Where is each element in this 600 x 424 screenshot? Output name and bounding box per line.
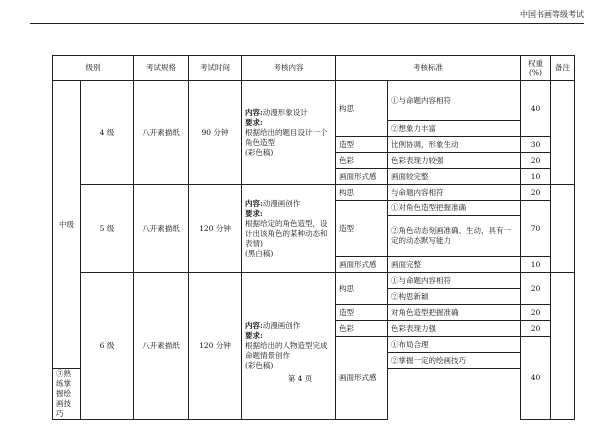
- weight-cell: 30: [521, 137, 551, 153]
- content-topic: 动漫形象设计: [262, 107, 308, 117]
- requirement-text: 根据给定的角色造型，设计出该角色的某种动态和表情) (黑白稿): [245, 218, 328, 258]
- criteria-item: ①对角色造型把握准确: [388, 201, 521, 216]
- criteria-category: 构思: [336, 273, 388, 305]
- header-spec: 考试规格: [134, 56, 189, 81]
- exam-standards-table: [52, 55, 575, 420]
- spec-cell: 八开素描纸: [134, 185, 189, 273]
- weight-cell: 10: [521, 169, 551, 185]
- criteria-item: ②想象力丰富: [388, 121, 521, 137]
- criteria-category: 画面形式感: [336, 337, 388, 420]
- requirement-label: 要求:: [245, 208, 263, 218]
- criteria-item: ①布局合理: [388, 337, 521, 353]
- note-cell: [551, 273, 575, 420]
- criteria-item: 比例协调，形象生动: [388, 137, 521, 153]
- weight-cell: 20: [521, 185, 551, 201]
- criteria-item: ①与命题内容相符: [388, 273, 521, 289]
- requirement-label: 要求:: [245, 331, 263, 340]
- criteria-item: ①与命题内容相符: [388, 81, 521, 121]
- weight-cell: 10: [521, 257, 551, 273]
- criteria-item: 画面完整: [388, 257, 521, 273]
- header-time: 考试时间: [189, 56, 242, 81]
- criteria-item: 对角色造型把握准确: [388, 305, 521, 321]
- header-weight: 权重 (%): [521, 56, 551, 81]
- grade-cell: 4 级: [81, 81, 134, 185]
- criteria-category: 画面形式感: [336, 257, 388, 273]
- criteria-item: ②角色动态刻画准确、生动，具有一定的动态默写能力: [388, 216, 521, 257]
- weight-cell: 40: [521, 81, 551, 137]
- grade-cell: 6 级: [81, 273, 134, 420]
- time-cell: 120 分钟: [189, 185, 242, 273]
- header-criteria: 考核标准: [336, 56, 521, 81]
- criteria-item: 色彩表现力强: [388, 321, 521, 337]
- criteria-item: ②构思新颖: [388, 289, 521, 305]
- criteria-category: 造型: [336, 137, 388, 153]
- table-row: [53, 185, 575, 201]
- page-header-title: 中国书画等级考试: [520, 10, 584, 19]
- spec-cell: 八开素描纸: [134, 273, 189, 420]
- requirement-text: 根据给出的人物造型完成命题情景创作 (彩色稿): [245, 341, 328, 370]
- time-cell: 120 分钟: [189, 273, 242, 420]
- content-label: 内容:: [245, 107, 263, 117]
- criteria-category: 色彩: [336, 153, 388, 169]
- content-cell: [242, 81, 336, 185]
- criteria-category: 造型: [336, 201, 388, 257]
- content-topic: 动漫画创作: [262, 321, 301, 330]
- weight-cell: 20: [521, 305, 551, 321]
- criteria-item: 画面较完整: [388, 169, 521, 185]
- criteria-item: ②掌握一定的绘画技巧: [388, 353, 521, 369]
- criteria-category: 画面形式感: [336, 169, 388, 185]
- content-cell: [242, 185, 336, 273]
- criteria-category: 色彩: [336, 321, 388, 337]
- group-level-cell: 中级: [53, 81, 81, 369]
- time-cell: 90 分钟: [189, 81, 242, 185]
- weight-cell: 20: [521, 273, 551, 305]
- page-number: 第 4 页: [287, 374, 313, 383]
- content-cell: [242, 273, 336, 420]
- spec-cell: 八开素描纸: [134, 81, 189, 185]
- grade-cell: 5 级: [81, 185, 134, 273]
- weight-cell: 70: [521, 201, 551, 257]
- content-label: 内容:: [245, 321, 263, 330]
- header-note: 备注: [551, 56, 575, 81]
- header-level: 级别: [53, 56, 134, 81]
- criteria-category: 造型: [336, 305, 388, 321]
- requirement-text: 根据给出的题目设计一个角色造型 (彩色稿): [245, 127, 328, 157]
- header-rule: [30, 23, 584, 24]
- criteria-item: 与命题内容相符: [388, 185, 521, 201]
- note-cell: [551, 81, 575, 185]
- note-cell: [551, 185, 575, 273]
- content-topic: 动漫画创作: [262, 198, 301, 208]
- content-label: 内容:: [245, 198, 263, 208]
- criteria-category: 构思: [336, 81, 388, 137]
- requirement-label: 要求:: [245, 117, 263, 127]
- criteria-category: 构思: [336, 185, 388, 201]
- weight-cell: 40: [521, 337, 551, 420]
- weight-cell: 20: [521, 321, 551, 337]
- criteria-item: ③熟练掌握绘画技巧: [53, 369, 81, 420]
- weight-cell: 20: [521, 153, 551, 169]
- table-row: [53, 81, 575, 121]
- table-header-row: [53, 56, 575, 81]
- criteria-item: 色彩表现力较强: [388, 153, 521, 169]
- header-content: 考核内容: [242, 56, 336, 81]
- table-row: [53, 273, 575, 289]
